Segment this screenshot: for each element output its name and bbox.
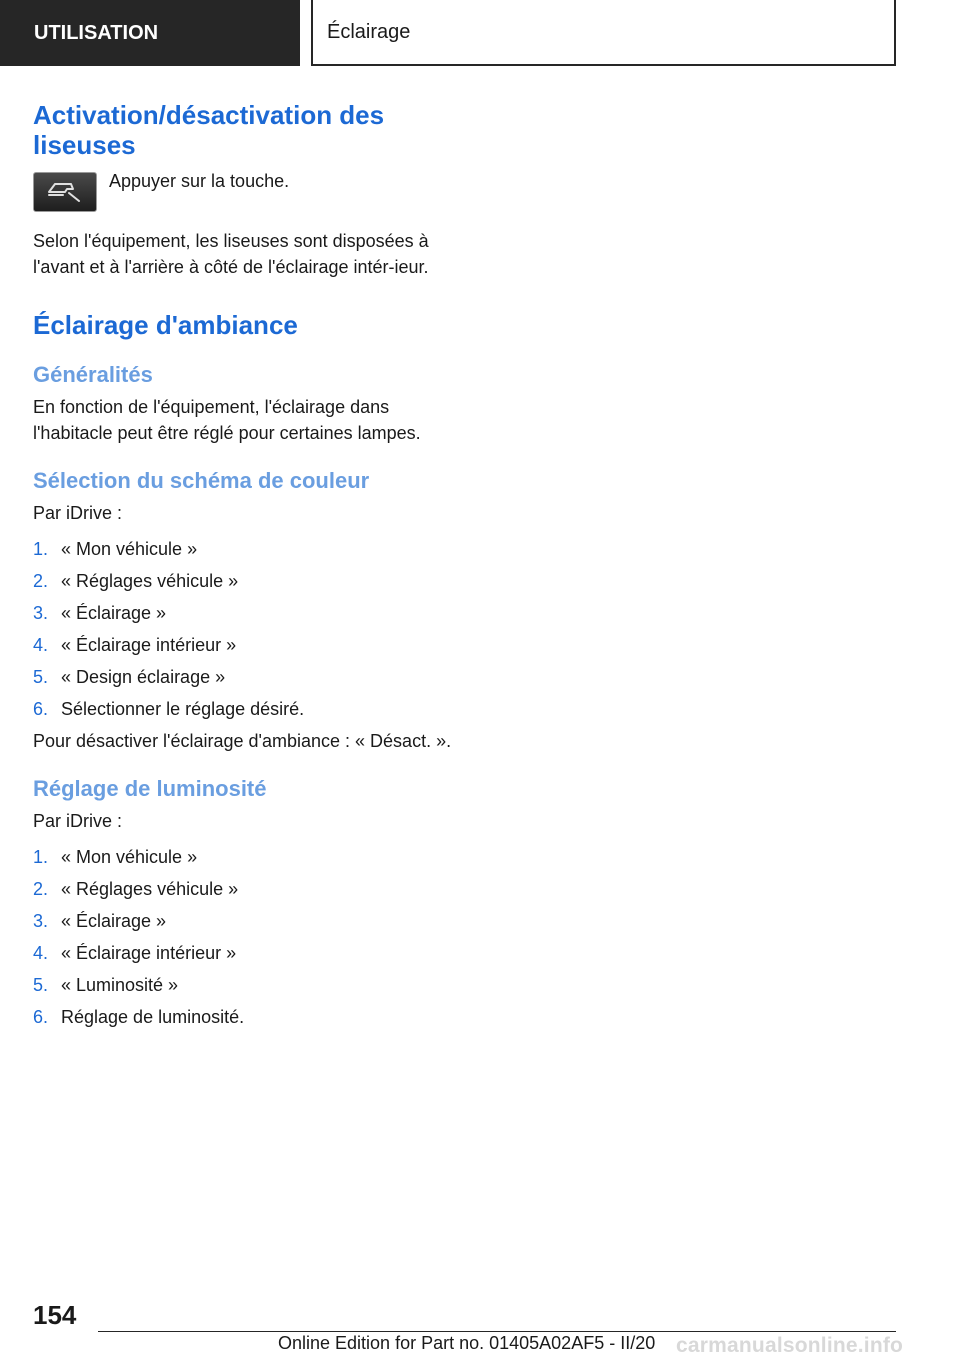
list-item: [33, 844, 453, 870]
button-instruction: [33, 172, 453, 212]
reading-lights-paragraph: Selon l'équipement, les liseuses sont disposées à l'avant et à l'arrière à côté de l'éclairage intér-ieur.: [33, 231, 429, 277]
step-number: 6.: [33, 699, 49, 719]
list-item: [33, 664, 453, 690]
general-heading: Généralités: [33, 362, 153, 387]
step-number: 4.: [33, 943, 49, 963]
button-instruction-text: Appuyer sur la touche.: [109, 171, 290, 191]
step-text: « Réglages véhicule »: [61, 879, 239, 899]
reading-lights-heading: Activation/désactivation des liseuses: [33, 100, 385, 160]
step-number: 3.: [33, 603, 49, 623]
reading-light-button-icon: [33, 172, 97, 212]
step-text: « Éclairage »: [61, 911, 167, 931]
step-text: « Design éclairage »: [61, 667, 226, 687]
footer-divider: [98, 1331, 896, 1332]
step-text: « Éclairage intérieur »: [61, 635, 237, 655]
step-text: « Éclairage intérieur »: [61, 943, 237, 963]
page-content: [33, 100, 453, 1036]
step-text: « Mon véhicule »: [61, 539, 198, 559]
step-text: « Luminosité »: [61, 975, 179, 995]
step-text: Sélectionner le réglage désiré.: [61, 699, 305, 719]
general-paragraph: En fonction de l'équipement, l'éclairage dans l'habitacle peut être réglé pour certaines lampes.: [33, 397, 421, 443]
step-number: 6.: [33, 1007, 49, 1027]
step-text: « Réglages véhicule »: [61, 571, 239, 591]
list-item: [33, 600, 453, 626]
list-item: [33, 972, 453, 998]
page-number: 154: [33, 1300, 77, 1330]
chapter-tab: [0, 0, 300, 66]
step-number: 2.: [33, 879, 49, 899]
list-item: [33, 696, 453, 722]
step-number: 1.: [33, 539, 49, 559]
step-number: 2.: [33, 571, 49, 591]
brightness-intro: Par iDrive :: [33, 811, 123, 831]
deactivate-paragraph: Pour désactiver l'éclairage d'ambiance : « Désact. ».: [33, 731, 452, 751]
list-item: [33, 536, 453, 562]
section-header: [311, 0, 896, 66]
section-title: Éclairage: [327, 20, 411, 43]
list-item: [33, 908, 453, 934]
brightness-steps: [33, 844, 453, 1030]
step-number: 4.: [33, 635, 49, 655]
step-text: « Mon véhicule »: [61, 847, 198, 867]
chapter-title: UTILISATION: [34, 21, 159, 44]
list-item: [33, 940, 453, 966]
list-item: [33, 568, 453, 594]
step-text: « Éclairage »: [61, 603, 167, 623]
brightness-heading: Réglage de luminosité: [33, 776, 267, 801]
color-scheme-steps: [33, 536, 453, 722]
reading-light-symbol: [45, 179, 85, 205]
step-text: Réglage de luminosité.: [61, 1007, 245, 1027]
step-number: 3.: [33, 911, 49, 931]
step-number: 1.: [33, 847, 49, 867]
list-item: [33, 632, 453, 658]
step-number: 5.: [33, 975, 49, 995]
step-number: 5.: [33, 667, 49, 687]
color-scheme-heading: Sélection du schéma de couleur: [33, 468, 370, 493]
watermark: carmanualsonline.info: [676, 1334, 904, 1357]
list-item: [33, 876, 453, 902]
ambient-lighting-heading: Éclairage d'ambiance: [33, 310, 298, 340]
list-item: [33, 1004, 453, 1030]
color-scheme-intro: Par iDrive :: [33, 503, 123, 523]
edition-text: Online Edition for Part no. 01405A02AF5 - II/20: [278, 1333, 656, 1353]
